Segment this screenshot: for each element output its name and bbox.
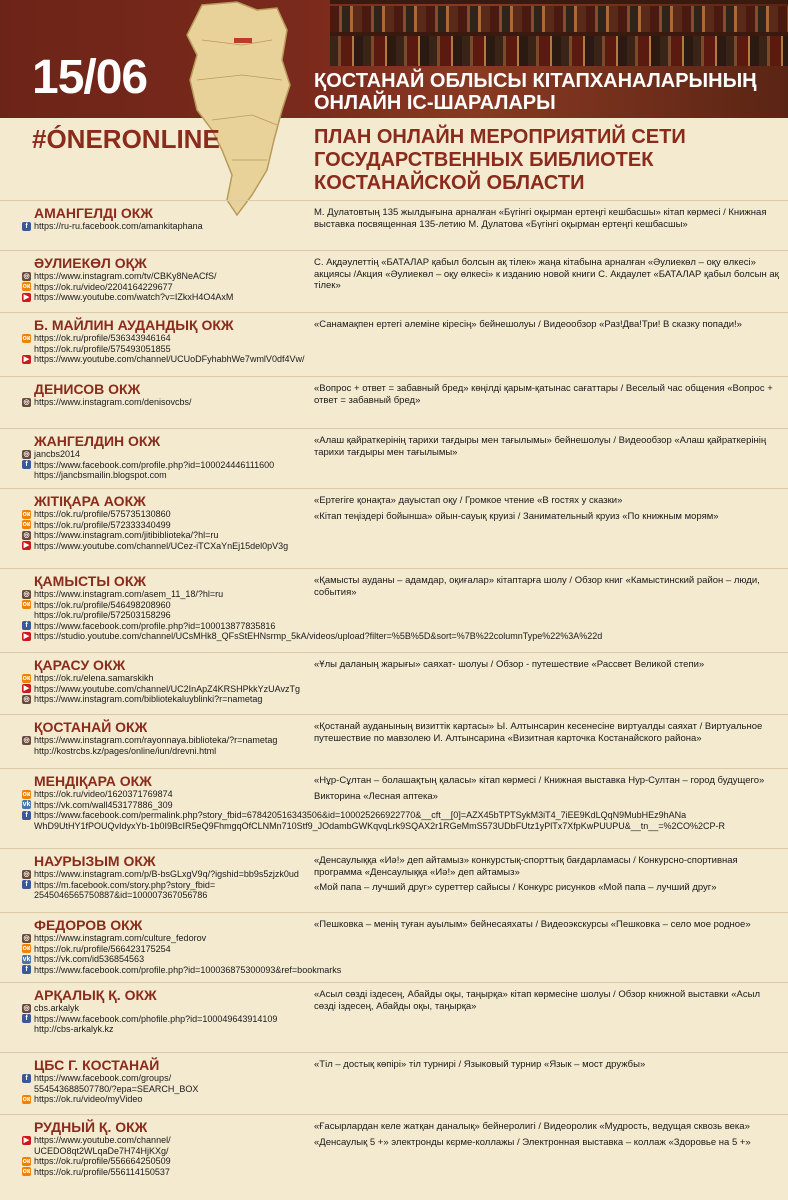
link-text[interactable]: cbs.arkalyk bbox=[34, 1003, 80, 1013]
library-name: ЖІТІҚАРА АОКЖ bbox=[34, 493, 146, 509]
spacer-icon bbox=[22, 821, 31, 830]
library-info bbox=[22, 657, 312, 705]
link-text[interactable]: https://www.instagram.com/bibliotekaluyblinki?r=nametag bbox=[34, 694, 263, 704]
event-description bbox=[314, 207, 784, 234]
library-link[interactable] bbox=[22, 933, 312, 944]
event-text: «Қамысты ауданы – адамдар, оқиғалар» кітаптарға шолу / Обзор книг «Камыстинский район – люди, события» bbox=[314, 575, 760, 598]
library-link[interactable] bbox=[22, 271, 312, 282]
library-link[interactable] bbox=[22, 1084, 312, 1095]
library-link[interactable] bbox=[22, 460, 312, 471]
link-text[interactable]: https://www.facebook.com/profile.php?id=100024446111600 bbox=[34, 459, 275, 470]
event-text: М. Дулатовтың 135 жылдығына арналған «Бүгінгі оқырман ертеңгі кешбасшы» кітап көрмесі / Книжная выставка посвященная 135-летию М. Дулатова «Бүгінгі оқырман ертеңгі кешбасшы» bbox=[314, 207, 767, 230]
spacer-icon bbox=[22, 1146, 31, 1155]
ok-icon: ок bbox=[22, 1157, 31, 1165]
event-text: «Санамақпен ертегі әлеміне кіресің» бейнешолуы / Видеообзор «Раз!Два!Три! В сказку попади!» bbox=[314, 319, 742, 330]
library-link[interactable] bbox=[22, 1014, 312, 1025]
link-text[interactable]: https://ok.ru/video/2204164229677 bbox=[34, 281, 173, 292]
library-link[interactable] bbox=[22, 673, 312, 684]
link-text[interactable]: http://cbs-arkalyk.kz bbox=[34, 1024, 114, 1034]
library-entry bbox=[0, 912, 788, 983]
bookshelf-decoration bbox=[330, 36, 788, 66]
vk-icon: vk bbox=[22, 955, 31, 963]
library-name: ЖАНГЕЛДИН ОКЖ bbox=[34, 433, 161, 449]
library-entry bbox=[0, 982, 788, 1053]
library-link[interactable] bbox=[22, 631, 603, 642]
library-link[interactable] bbox=[22, 520, 312, 531]
library-info bbox=[22, 1119, 312, 1177]
library-link[interactable] bbox=[22, 964, 342, 976]
header-banner bbox=[0, 0, 788, 118]
link-text[interactable]: https://ok.ru/profile/572503158296 bbox=[34, 610, 171, 620]
library-link[interactable] bbox=[22, 1146, 312, 1157]
link-text[interactable]: 554543688507780/?epa=SEARCH_BOX bbox=[34, 1083, 199, 1094]
library-name: НАУРЫЗЫМ ОКЖ bbox=[34, 853, 156, 869]
link-text[interactable]: https://studio.youtube.com/channel/UCsMHk8_QFsStEHNsrmp_5kA/videos/upload?filter=%5B%5D&sort=%7B%22columnType%22%3A%22d bbox=[34, 631, 603, 641]
link-text[interactable]: https://www.instagram.com/rayonnaya.biblioteka/?r=nametag bbox=[34, 735, 278, 745]
library-link[interactable] bbox=[22, 354, 312, 365]
link-text[interactable]: jancbs2014 bbox=[34, 449, 81, 459]
event-text: «Ертегіге қонақта» дауыстап оқу / Громкое чтение «В гостях у сказки» bbox=[314, 495, 623, 506]
library-link[interactable] bbox=[22, 509, 312, 520]
library-entry bbox=[0, 250, 788, 313]
instagram-icon: ◎ bbox=[23, 450, 30, 458]
link-text[interactable]: WhD9UtHY1fPOUQvIdyxYb-1b0I9BcIR5eQ9FhmgqOfCLNMn710Stf9_JOdambGWKqvqLrk9SQAX2r1RGeMmS573UDbFUtz1yPlTx7XfpKwPUUPU&__tn__=%2CO%2CP-R bbox=[34, 820, 726, 831]
library-info bbox=[22, 917, 342, 975]
facebook-icon: f bbox=[22, 1074, 31, 1083]
event-text: «Пешковка – менің туған ауылым» бейнесаяхаты / Видеоэкскурсы «Пешковка – село мое родное» bbox=[314, 919, 751, 930]
library-entry bbox=[0, 488, 788, 569]
event-text: Викторина «Лесная аптека» bbox=[314, 790, 438, 802]
facebook-icon: f bbox=[22, 222, 31, 231]
library-entry bbox=[0, 652, 788, 715]
link-text[interactable]: https://ok.ru/profile/556114150537 bbox=[34, 1166, 170, 1177]
library-link[interactable] bbox=[22, 344, 312, 355]
library-info bbox=[22, 381, 312, 408]
library-link[interactable] bbox=[22, 610, 312, 621]
library-link[interactable] bbox=[22, 944, 312, 955]
link-text[interactable]: https://www.facebook.com/phofile.php?id=100049643914109 bbox=[34, 1013, 278, 1024]
bookshelf-decoration bbox=[330, 0, 788, 4]
link-text[interactable]: https://ok.ru/elena.samarskikh bbox=[34, 673, 154, 683]
link-text[interactable]: https://www.instagram.com/asem_11_18/?hl=ru bbox=[34, 589, 224, 599]
event-description bbox=[314, 659, 784, 675]
library-name: АМАНГЕЛДІ ОКЖ bbox=[34, 205, 153, 221]
instagram-icon: ◎ bbox=[23, 531, 30, 539]
ok-icon: ок bbox=[22, 1095, 31, 1103]
instagram-icon: ◎ bbox=[23, 1004, 30, 1012]
library-info bbox=[22, 853, 312, 901]
library-link[interactable] bbox=[22, 333, 312, 344]
link-text[interactable]: https://www.instagram.com/p/B-bsGLxgV9q/?igshid=bb9s5zjzk0ud bbox=[34, 869, 299, 879]
event-text: «Денсаулыққа «Иә!» деп айтамыз» конкурстық-спорттық бағдарламасы / Конкурсно-спортивная программа «Денсаулыққа «Иә!» деп айтамыз» bbox=[314, 855, 738, 878]
title-kazakh: ҚОСТАНАЙ ОБЛЫСЫ КІТАПХАНАЛАРЫНЫҢ ОНЛАЙН ІС-ШАРАЛАРЫ bbox=[314, 70, 757, 114]
library-link[interactable] bbox=[22, 890, 312, 901]
youtube-icon: ▶ bbox=[23, 542, 30, 550]
event-text: «Тіл – достық көпірі» тіл турнирі / Языковый турнир «Язык – мост дружбы» bbox=[314, 1059, 646, 1070]
library-link[interactable] bbox=[22, 541, 312, 552]
youtube-icon: ▶ bbox=[23, 1136, 30, 1144]
link-text[interactable]: https://www.youtube.com/channel/ bbox=[34, 1135, 171, 1145]
ok-icon: ок bbox=[22, 945, 31, 953]
library-link[interactable] bbox=[22, 449, 312, 460]
library-entry bbox=[0, 568, 788, 653]
library-link[interactable] bbox=[22, 621, 312, 632]
library-name: ФЕДОРОВ ОКЖ bbox=[34, 917, 143, 933]
ok-icon: ок bbox=[22, 521, 31, 529]
library-entry bbox=[0, 376, 788, 429]
library-entry bbox=[0, 848, 788, 913]
link-text[interactable]: https://m.facebook.com/story.php?story_fbid= bbox=[34, 879, 216, 890]
bookshelf-decoration bbox=[330, 6, 788, 32]
event-description bbox=[314, 575, 784, 602]
youtube-icon: ▶ bbox=[23, 293, 30, 301]
facebook-icon: f bbox=[22, 460, 31, 469]
event-text: «Денсаулық 5 +» электронды кєрме-коллажы / Электронная выставка – коллаж «Здоровье на 5 +» bbox=[314, 1136, 751, 1148]
event-text: С. Ақдәулеттің «БАТАЛАР қабыл болсын ақ тілек» жаңа кітабына арналған «Әулиекөл – оқу өлкесі» акциясы /Акция «Әулиекөл – оқу өлкесі» к изданию новой книги С. Акдаулет «БАТАЛАР қабыл болсын ақ тілек» bbox=[314, 257, 779, 291]
link-text[interactable]: http://kostrcbs.kz/pages/online/iun/drevni.html bbox=[34, 745, 217, 756]
ok-icon: ок bbox=[22, 510, 31, 518]
link-text[interactable]: https://www.youtube.com/watch?v=IZkxH4O4AxM bbox=[34, 292, 234, 302]
instagram-icon: ◎ bbox=[23, 272, 30, 280]
instagram-icon: ◎ bbox=[23, 934, 30, 942]
event-text: «Кітап теңіздері бойынша» ойын-сауық круизі / Занимательный круиз «По книжным морям» bbox=[314, 510, 719, 522]
link-text[interactable]: https://ok.ru/video/myVideo bbox=[34, 1094, 143, 1104]
youtube-icon: ▶ bbox=[23, 355, 30, 363]
link-text[interactable]: https://ok.ru/profile/572333340499 bbox=[34, 519, 171, 530]
library-link[interactable] bbox=[22, 530, 312, 541]
event-description bbox=[314, 495, 784, 526]
spacer-icon bbox=[22, 611, 31, 620]
library-info bbox=[22, 433, 312, 481]
library-link[interactable] bbox=[22, 694, 312, 705]
library-link[interactable] bbox=[22, 470, 312, 481]
youtube-icon: ▶ bbox=[23, 632, 30, 640]
event-description bbox=[314, 383, 784, 410]
library-entry bbox=[0, 768, 788, 849]
instagram-icon: ◎ bbox=[23, 870, 30, 878]
event-description bbox=[314, 855, 784, 898]
link-text[interactable]: https://www.instagram.com/denisovcbs/ bbox=[34, 397, 192, 407]
facebook-icon: f bbox=[22, 965, 31, 974]
library-name: РУДНЫЙ Қ. ОКЖ bbox=[34, 1119, 148, 1135]
ok-icon: ок bbox=[22, 1168, 31, 1176]
instagram-icon: ◎ bbox=[23, 695, 30, 703]
library-link[interactable] bbox=[22, 292, 312, 303]
library-link[interactable] bbox=[22, 869, 312, 880]
instagram-icon: ◎ bbox=[23, 398, 30, 406]
facebook-icon: f bbox=[22, 880, 31, 889]
library-entry bbox=[0, 1114, 788, 1195]
event-text: «Ұлы даланың жарығы» саяхат- шолуы / Обзор - путешествие «Рассвет Великой степи» bbox=[314, 659, 705, 670]
link-text[interactable]: https://ru-ru.facebook.com/amankitaphana bbox=[34, 221, 203, 231]
vk-icon: vk bbox=[22, 801, 31, 809]
link-text[interactable]: https://ok.ru/profile/566423175254 bbox=[34, 943, 171, 954]
library-entry bbox=[0, 1052, 788, 1115]
event-description bbox=[314, 435, 784, 462]
link-text[interactable]: https://www.facebook.com/groups/ bbox=[34, 1073, 172, 1083]
date-label: 15/06 bbox=[32, 51, 148, 104]
library-entry bbox=[0, 428, 788, 489]
library-link[interactable] bbox=[22, 1094, 312, 1105]
library-info bbox=[22, 493, 312, 551]
spacer-icon bbox=[22, 471, 31, 480]
link-text[interactable]: UCEDO8qt2WLqaDe7H74HjKXg/ bbox=[34, 1145, 169, 1156]
event-text: «Ғасырлардан келе жатқан даналық» бейнеролигі / Видеоролик «Мудрость, ведущая сквозь века» bbox=[314, 1121, 750, 1132]
hashtag-label: #ÓNERONLINE bbox=[32, 124, 220, 154]
link-text[interactable]: https://www.instagram.com/jitibiblioteka/?hl=ru bbox=[34, 530, 219, 540]
library-name: ҚАМЫСТЫ ОКЖ bbox=[34, 573, 147, 589]
event-text: «Мой папа – лучший друг» суреттер сайысы / Конкурс рисунков «Мой папа – лучший друг» bbox=[314, 882, 717, 893]
library-info bbox=[22, 719, 312, 756]
ok-icon: ок bbox=[22, 601, 31, 609]
library-link[interactable] bbox=[22, 1024, 312, 1035]
facebook-icon: f bbox=[22, 811, 31, 820]
facebook-icon: f bbox=[22, 621, 31, 630]
library-info bbox=[22, 255, 312, 303]
library-entry bbox=[0, 200, 788, 251]
link-text[interactable]: 2545046565750887&id=100007367056786 bbox=[34, 890, 208, 900]
instagram-icon: ◎ bbox=[23, 590, 30, 598]
event-description bbox=[314, 721, 784, 748]
spacer-icon bbox=[22, 1025, 31, 1034]
link-text[interactable]: https://ok.ru/profile/556664250509 bbox=[34, 1156, 171, 1166]
library-link[interactable] bbox=[22, 684, 312, 695]
event-text: «Асыл сөзді іздесең, Абайды оқы, таңырқа» кітап көрмесіне шолуы / Обзор книжной выставки «Асыл сөзді іздесең, Абайды оқы, таңырқа» bbox=[314, 989, 760, 1012]
library-link[interactable] bbox=[22, 820, 726, 832]
library-info bbox=[22, 205, 312, 232]
library-name: ДЕНИСОВ ОКЖ bbox=[34, 381, 141, 397]
library-info bbox=[22, 317, 312, 365]
event-description bbox=[314, 1059, 784, 1075]
library-link[interactable] bbox=[22, 221, 312, 232]
link-text[interactable]: https://www.facebook.com/profile.php?id=100013877835816 bbox=[34, 620, 276, 631]
link-text[interactable]: https://www.youtube.com/channel/UCez-iTCXaYnEj15del0pV3g bbox=[34, 540, 289, 551]
link-text[interactable]: https://vk.com/wall453177886_309 bbox=[34, 799, 173, 810]
ok-icon: ок bbox=[22, 283, 31, 291]
library-link[interactable] bbox=[22, 1135, 312, 1146]
library-info bbox=[22, 1057, 312, 1105]
library-entry bbox=[0, 714, 788, 769]
region-map-icon bbox=[182, 0, 292, 220]
link-text[interactable]: https://ok.ru/profile/536343946164 bbox=[34, 333, 171, 343]
link-text[interactable]: https://vk.com/id536854563 bbox=[34, 954, 145, 964]
spacer-icon bbox=[22, 1084, 31, 1093]
library-name: ЦБС Г. КОСТАНАЙ bbox=[34, 1057, 160, 1073]
library-name: АРҚАЛЫҚ Қ. ОКЖ bbox=[34, 987, 157, 1003]
link-text[interactable]: https://www.facebook.com/permalink.php?story_fbid=678420516343506&id=100025266922770&__cft__[0]=AZX45bTPTSykM3iT4_7iEE9KdLQqN9MubHEz9hANa bbox=[34, 810, 687, 820]
link-text[interactable]: https://www.youtube.com/channel/UCUoDFyhabhWe7wmlV0df4Vw/ bbox=[34, 354, 305, 364]
library-name: ҚОСТАНАЙ ОКЖ bbox=[34, 719, 148, 735]
library-link[interactable] bbox=[22, 735, 312, 746]
library-link[interactable] bbox=[22, 282, 312, 293]
ok-icon: ок bbox=[22, 334, 31, 342]
library-link[interactable] bbox=[22, 600, 312, 611]
event-description bbox=[314, 1121, 784, 1152]
event-description bbox=[314, 919, 784, 935]
event-description bbox=[314, 257, 784, 296]
spacer-icon bbox=[22, 891, 31, 900]
event-text: «Вопрос + ответ = забавный бред» көңілді қарым-қатынас сағаттары / Веселый час общения «Вопрос + ответ = забавный бред» bbox=[314, 383, 773, 406]
facebook-icon: f bbox=[22, 1014, 31, 1023]
event-text: «Нұр-Сұлтан – болашақтың қаласы» кітап көрмесі / Книжная выставка Нур-Султан – город будущего» bbox=[314, 775, 765, 786]
link-text[interactable]: https://ok.ru/profile/575735130860 bbox=[34, 509, 171, 519]
instagram-icon: ◎ bbox=[23, 736, 30, 744]
ok-icon: ок bbox=[22, 674, 31, 682]
link-text[interactable]: https://www.youtube.com/channel/UC2InApZ4KRSHPkkYzUAvzTg bbox=[34, 683, 300, 694]
link-text[interactable]: https://www.instagram.com/culture_fedorov bbox=[34, 933, 207, 943]
link-text[interactable]: https://jancbsmailin.blogspot.com bbox=[34, 470, 167, 480]
link-text[interactable]: https://www.facebook.com/profile.php?id=100036875300093&ref=bookmarks bbox=[34, 964, 342, 975]
library-link[interactable] bbox=[22, 1156, 312, 1167]
library-name: ҚАРАСУ ОКЖ bbox=[34, 657, 126, 673]
library-info bbox=[22, 987, 312, 1035]
spacer-icon bbox=[22, 746, 31, 755]
library-name: Б. МАЙЛИН АУДАНДЫҚ ОКЖ bbox=[34, 317, 234, 333]
library-link[interactable] bbox=[22, 810, 687, 821]
title-russian: ПЛАН ОНЛАЙН МЕРОПРИЯТИЙ СЕТИ ГОСУДАРСТВЕННЫХ БИБЛИОТЕК КОСТАНАЙСКОЙ ОБЛАСТИ bbox=[314, 126, 686, 194]
event-text: «Қостанай ауданының визиттік картасы» Ы. Алтынсарин кесенесіне виртуалды саяхат / Виртуальное путешествие по мавзолею И. Алтынсарина «Визитная карточка Костанайского района» bbox=[314, 721, 763, 744]
library-name: МЕНДІҚАРА ОКЖ bbox=[34, 773, 152, 789]
library-name: ӘУЛИЕКӨЛ ОҚЖ bbox=[34, 255, 147, 271]
library-link[interactable] bbox=[22, 1073, 312, 1084]
link-text[interactable]: https://ok.ru/profile/546498208960 bbox=[34, 599, 171, 610]
library-link[interactable] bbox=[22, 397, 312, 408]
library-link[interactable] bbox=[22, 954, 312, 965]
link-text[interactable]: https://www.instagram.com/tv/CBKy8NeACfS/ bbox=[34, 271, 217, 281]
bookshelf-decoration bbox=[330, 32, 788, 36]
ok-icon: ок bbox=[22, 790, 31, 798]
event-description bbox=[314, 319, 784, 335]
event-text: «Алаш қайраткерінің тарихи тағдыры мен тағылымы» бейнешолуы / Видеообзор «Алаш қайраткерінің тарихи тағдыры мен тағылымы» bbox=[314, 435, 767, 458]
youtube-icon: ▶ bbox=[23, 685, 30, 693]
spacer-icon bbox=[22, 344, 31, 353]
link-text[interactable]: https://ok.ru/profile/575493051855 bbox=[34, 343, 171, 354]
library-link[interactable] bbox=[22, 880, 312, 891]
library-link[interactable] bbox=[22, 800, 312, 811]
event-description bbox=[314, 989, 784, 1016]
library-link[interactable] bbox=[22, 1003, 312, 1014]
library-link[interactable] bbox=[22, 789, 312, 800]
event-description bbox=[314, 775, 784, 806]
library-link[interactable] bbox=[22, 1167, 312, 1178]
library-link[interactable] bbox=[22, 746, 312, 757]
link-text[interactable]: https://ok.ru/video/1620371769874 bbox=[34, 789, 173, 799]
library-entry bbox=[0, 312, 788, 377]
library-link[interactable] bbox=[22, 589, 312, 600]
